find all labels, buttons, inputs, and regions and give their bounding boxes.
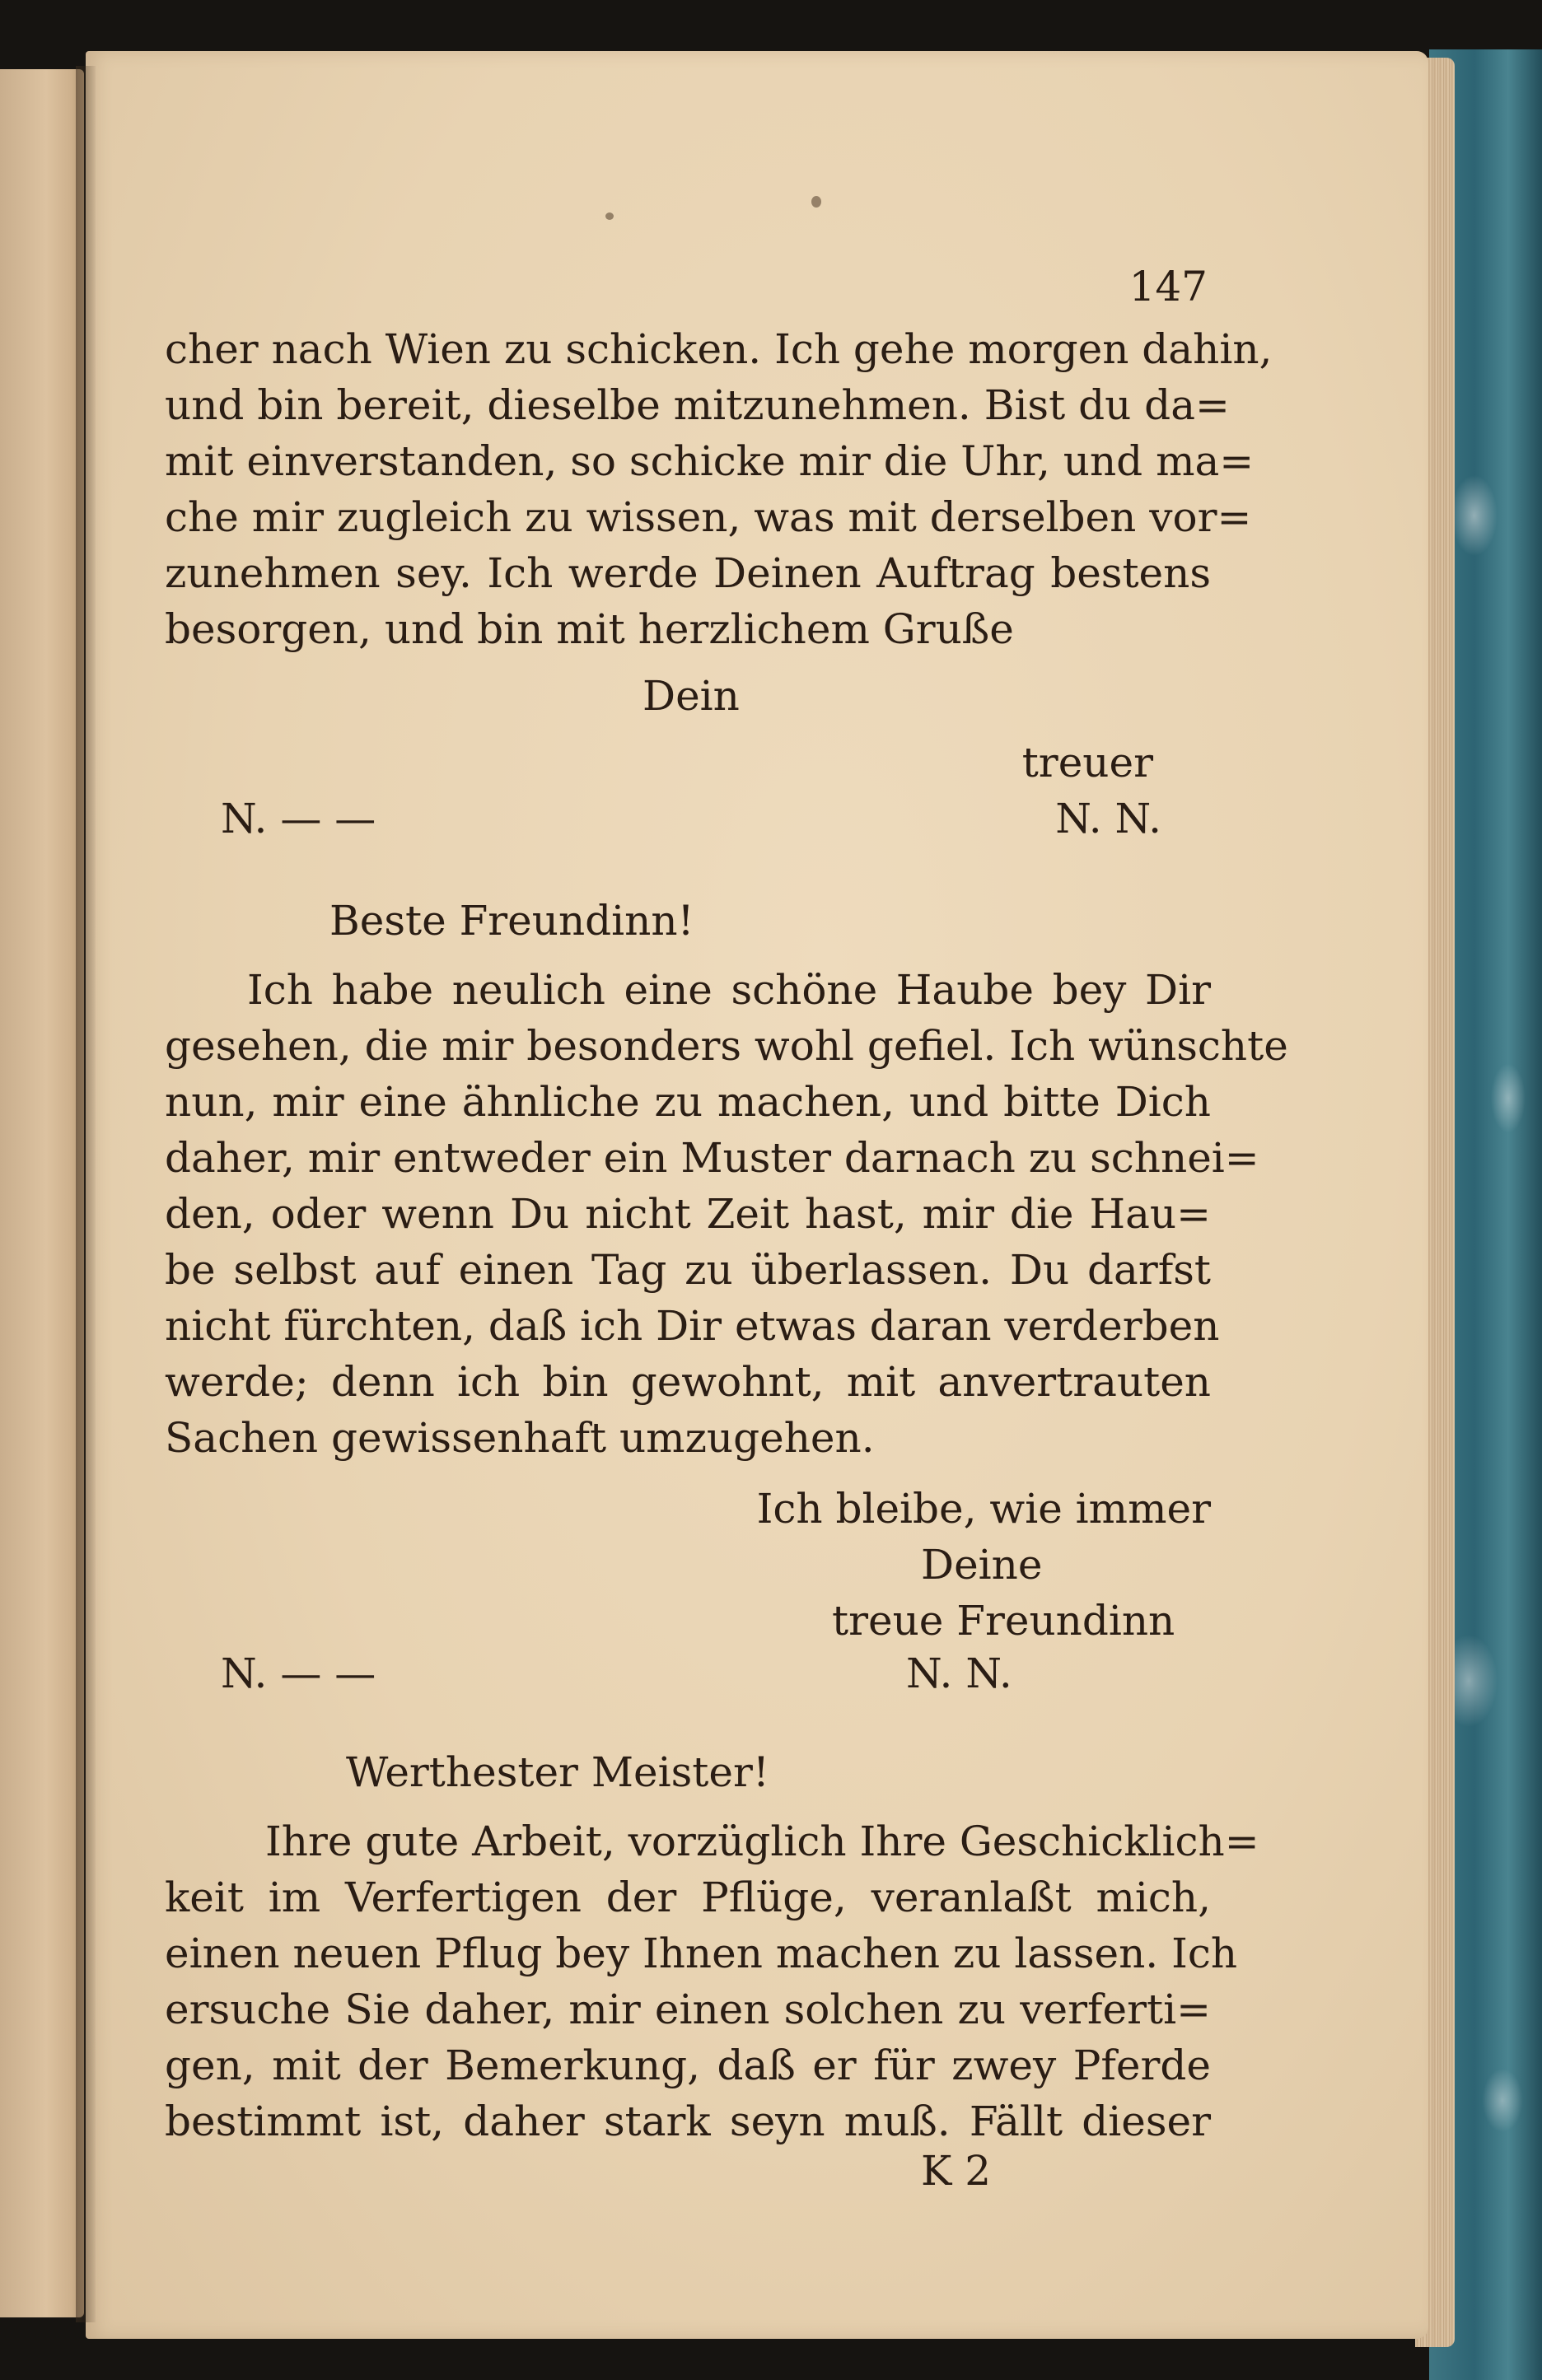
text-line: cher nach Wien zu schicken. Ich gehe morgen dahin, bbox=[165, 325, 1273, 373]
text-line: keit im Verfertigen der Pflüge, veranlaßt mich, bbox=[165, 1874, 1211, 1921]
left-page-edge bbox=[0, 69, 84, 2317]
text-line: nicht fürchten, daß ich Dir etwas daran verderben bbox=[165, 1302, 1220, 1350]
text-line: Ich habe neulich eine schöne Haube bey Dir bbox=[247, 966, 1211, 1014]
text-line: besorgen, und bin mit herzlichem Gruße bbox=[165, 605, 1014, 653]
signature: N. N. bbox=[906, 1650, 1012, 1697]
signature-mark: K 2 bbox=[921, 2147, 992, 2195]
text-line: ersuche Sie daher, mir einen solchen zu verferti= bbox=[165, 1986, 1211, 2033]
closing-line: Dein bbox=[642, 672, 740, 720]
salutation: Beste Freundinn! bbox=[329, 897, 694, 945]
closing-line: treuer bbox=[1021, 739, 1153, 786]
text-line: zunehmen sey. Ich werde Deinen Auftrag bestens bbox=[165, 549, 1211, 597]
text-line: und bin bereit, dieselbe mitzunehmen. Bist du da= bbox=[165, 381, 1230, 429]
text-line: werde; denn ich bin gewohnt, mit anvertrauten bbox=[165, 1358, 1211, 1406]
closing-line: treue Freundinn bbox=[832, 1597, 1175, 1645]
text-line: einen neuen Pflug bey Ihnen machen zu lassen. Ich bbox=[165, 1930, 1238, 1977]
closing-line: Ich bleibe, wie immer bbox=[756, 1485, 1211, 1533]
text-line: den, oder wenn Du nicht Zeit hast, mir die Hau= bbox=[165, 1190, 1211, 1238]
text-line: bestimmt ist, daher stark seyn muß. Fällt dieser bbox=[165, 2098, 1211, 2145]
text-line: Sachen gewissenhaft umzugehen. bbox=[165, 1414, 875, 1462]
text-line: daher, mir entweder ein Muster darnach zu schnei= bbox=[165, 1134, 1259, 1182]
text-line: gesehen, die mir besonders wohl gefiel. Ich wünschte bbox=[165, 1022, 1288, 1070]
stain-mark bbox=[811, 196, 821, 208]
text-line: mit einverstanden, so schicke mir die Uhr, und ma= bbox=[165, 437, 1255, 485]
text-line: Ihre gute Arbeit, vorzüglich Ihre Geschicklich= bbox=[265, 1818, 1259, 1865]
text-line: be selbst auf einen Tag zu überlassen. Du darfst bbox=[165, 1246, 1211, 1294]
page-number: 147 bbox=[1128, 263, 1208, 310]
signature: N. N. bbox=[1055, 795, 1161, 842]
place-line: N. — — bbox=[221, 795, 376, 842]
text-line: che mir zugleich zu wissen, was mit derselben vor= bbox=[165, 493, 1252, 541]
closing-line: Deine bbox=[921, 1541, 1043, 1589]
salutation: Werthester Meister! bbox=[346, 1748, 769, 1796]
place-line: N. — — bbox=[221, 1650, 376, 1697]
text-line: gen, mit der Bemerkung, daß er für zwey Pferde bbox=[165, 2042, 1211, 2089]
text-line: nun, mir eine ähnliche zu machen, und bitte Dich bbox=[165, 1078, 1211, 1126]
gutter-shadow bbox=[76, 66, 96, 2322]
stain-mark bbox=[605, 212, 614, 220]
